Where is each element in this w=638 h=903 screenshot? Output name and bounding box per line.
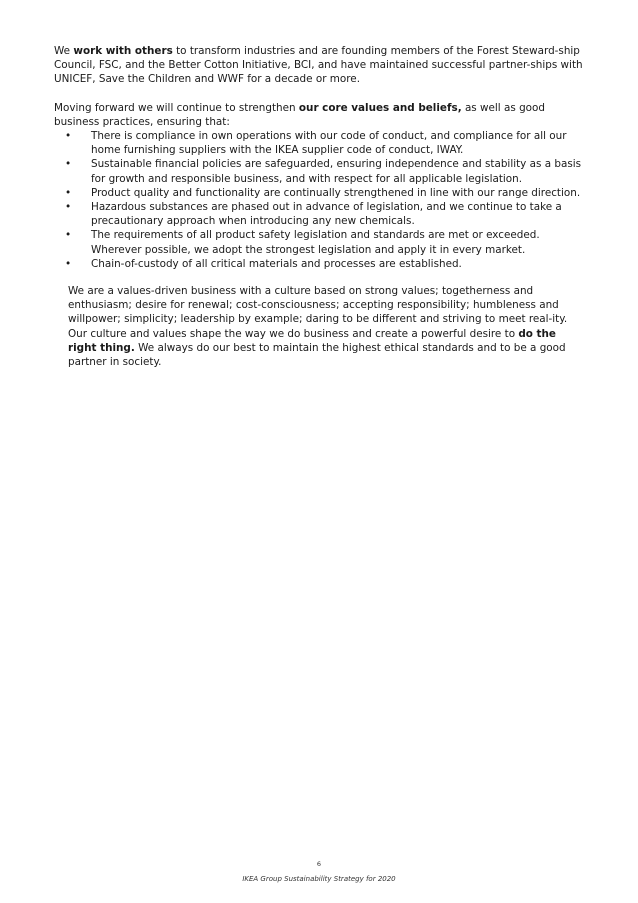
list-item-text: The requirements of all product safety legislation and standards are met or exceeded. Wherever possible, we adopt the strongest legislation and apply it in every market. (91, 229, 540, 256)
page-number: 6 (316, 860, 322, 868)
bullet-icon: • (65, 130, 72, 143)
paragraph-text: to transform industries and are founding members of the Forest Steward-ship Council, FSC, and the Better Cotton Initiative, BCI, and have maintained successful partner-ships with UNICEF, Save the Children and WWF for a decade or more. (54, 45, 583, 86)
bullet-icon: • (65, 201, 72, 214)
bullet-icon: • (65, 186, 72, 199)
paragraph-text: We always do our best to maintain the highest ethical standards and to be a good partner in society. (68, 341, 566, 369)
list-item-text: Chain-of-custody of all critical materials and processes are established. (91, 257, 462, 270)
list-item-text: Sustainable financial policies are safeguarded, ensuring independence and stability as a basis for growth and responsible business, and with respect for all applicable legislation. (91, 158, 582, 185)
bullet-icon: • (65, 158, 72, 171)
paragraph-text: Moving forward we will continue to strengthen (54, 101, 299, 114)
list-item-text: Hazardous substances are phased out in advance of legislation, and we continue to take a precautionary approach when introducing any new chemicals. (91, 201, 562, 228)
list-item (54, 257, 586, 271)
bullet-icon: • (65, 229, 72, 242)
list-item (54, 228, 586, 256)
list-item (54, 129, 586, 157)
paragraph-text: as well as good business practices, ensuring that: (54, 101, 545, 128)
core-values-intro-paragraph (54, 101, 586, 129)
partnerships-paragraph (54, 44, 586, 87)
bold-phrase: our core values and beliefs, (298, 101, 462, 114)
list-item (54, 157, 586, 185)
paragraph-text: We (54, 45, 74, 57)
list-item (54, 200, 586, 228)
list-item (54, 186, 586, 200)
commitments-list (54, 129, 586, 271)
page-content (54, 44, 586, 369)
list-item-text: There is compliance in own operations with our code of conduct, and compliance for all our home furnishing suppliers with the IKEA supplier code of conduct, IWAY. (91, 130, 567, 157)
bold-phrase: do the right thing. (68, 327, 556, 354)
paragraph-text: We are a values-driven business with a culture based on strong values; togetherness and enthusiasm; desire for renewal; cost-consciousness; accepting responsibility; humbleness and willpower; simplicity; leadership by example; daring to be different and striving to meet real-ity. Our culture and values shape the way we do business and create a powerful desire to (68, 285, 568, 340)
bold-phrase: work with others (73, 45, 173, 57)
values-paragraph (54, 284, 586, 369)
footer-title: IKEA Group Sustainability Strategy for 2020 (242, 875, 396, 883)
list-item-text: Product quality and functionality are continually strengthened in line with our range direction. (91, 186, 581, 199)
bullet-icon: • (65, 257, 72, 270)
